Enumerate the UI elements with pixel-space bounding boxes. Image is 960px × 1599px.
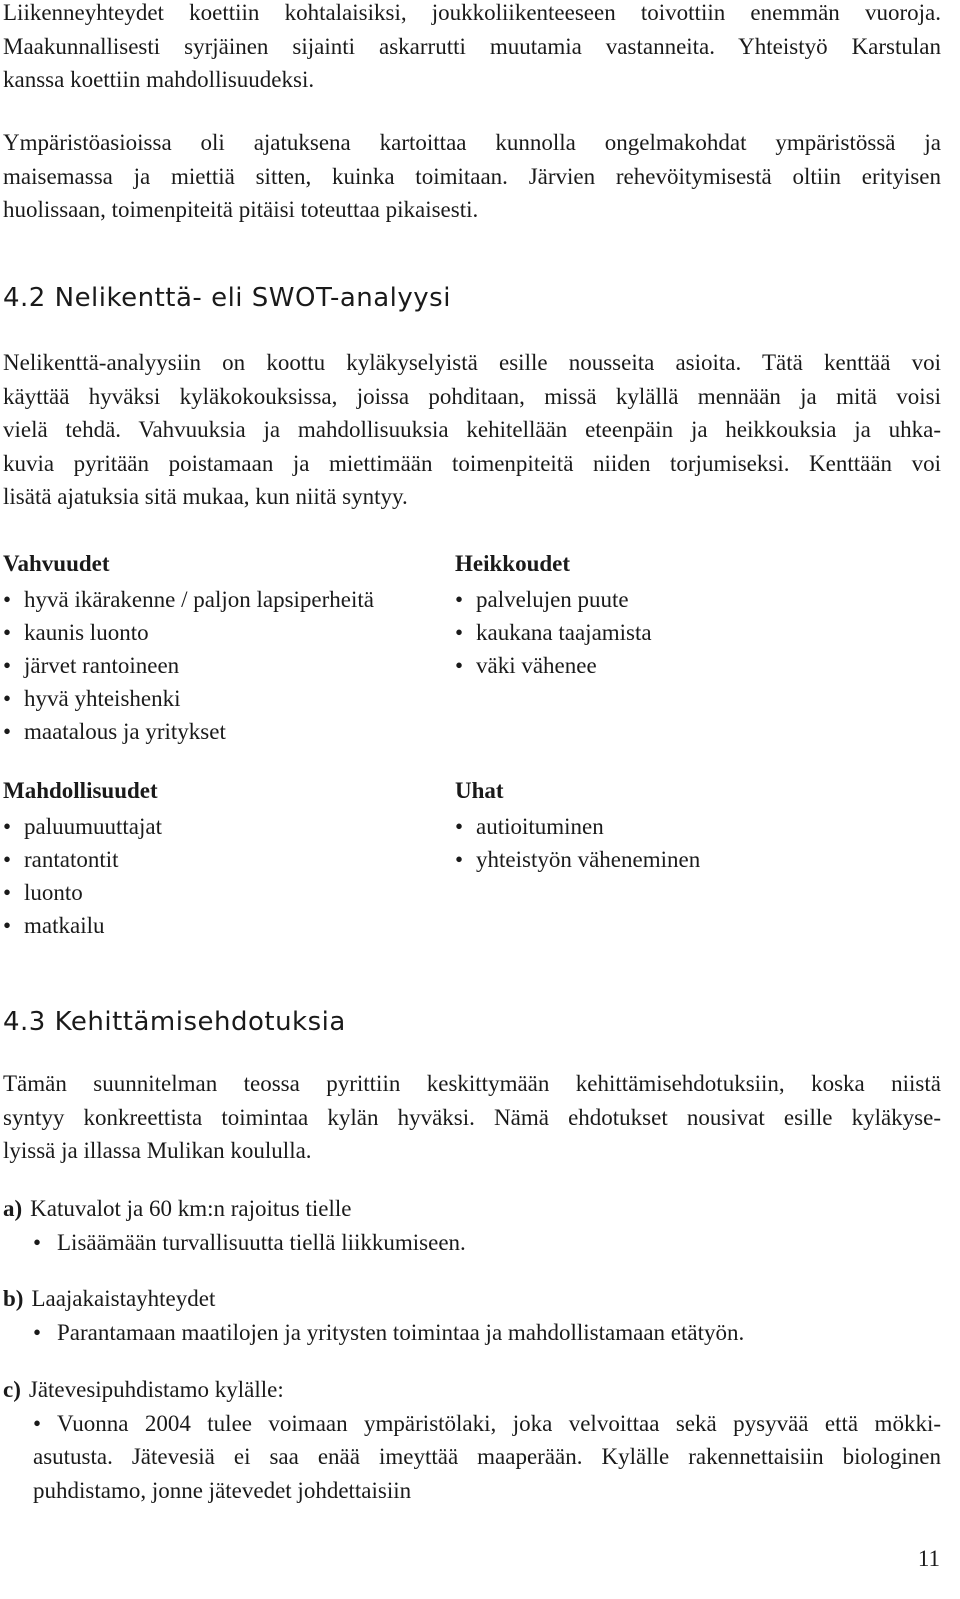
- swot-opportunities: [3, 776, 443, 942]
- proposal-a: [3, 1192, 941, 1259]
- proposal-heading: [3, 1282, 941, 1316]
- proposal-detail: [33, 1407, 941, 1508]
- text-line: vielä tehdä. Vahvuuksia ja mahdollisuuksia kehitellään eteenpäin ja heikkouksia ja uhka-: [3, 417, 941, 442]
- list-item: [455, 810, 895, 843]
- list-item: [455, 616, 895, 649]
- list-item-text: kaunis luonto: [24, 620, 149, 645]
- list-item: [3, 909, 443, 942]
- intro-paragraph-2: [3, 126, 941, 227]
- text-line: kuvia pyritään poistamaan ja miettimään toimenpiteitä niiden torjumiseksi. Kenttään voi: [3, 450, 941, 476]
- proposal-label: a): [3, 1196, 23, 1221]
- list-item-text: palvelujen puute: [476, 587, 629, 612]
- text-line: maisemassa ja miettiä sitten, kuinka toimitaan. Järvien rehevöitymisestä oltiin erityisen: [3, 163, 941, 189]
- swot-opportunities-title: Mahdollisuudet: [3, 778, 158, 803]
- list-item-text: autioituminen: [476, 814, 604, 839]
- text-line: asutusta. Jätevesiä ei saa enää imeyttää maaperään. Kylälle rakennettaisiin biologinen: [33, 1444, 941, 1469]
- text-line: Parantamaan maatilojen ja yritysten toimintaa ja mahdollistamaan etätyön.: [57, 1319, 745, 1345]
- development-intro-paragraph: [3, 1067, 941, 1168]
- proposal-label: b): [3, 1286, 24, 1311]
- page-number: 11: [917, 1546, 940, 1571]
- swot-strengths-title: Vahvuudet: [3, 551, 110, 576]
- proposal-detail: [33, 1316, 941, 1350]
- bullet-icon: •: [3, 880, 12, 905]
- bullet-icon: •: [455, 814, 464, 839]
- list-item: [3, 583, 443, 616]
- text-line: Maakunnallisesti syrjäinen sijainti askarrutti muutamia vastanneita. Yhteistyö Karstulan: [3, 33, 941, 59]
- list-item: [3, 682, 443, 715]
- proposal-heading: [3, 1192, 941, 1226]
- proposal-b: [3, 1282, 941, 1349]
- list-item-text: järvet rantoineen: [24, 653, 180, 678]
- bullet-icon: •: [3, 587, 12, 612]
- text-line: Ympäristöasioissa oli ajatuksena kartoittaa kunnolla ongelmakohdat ympäristössä ja: [3, 130, 941, 155]
- text-line: kanssa koettiin mahdollisuudeksi.: [3, 67, 315, 92]
- list-item: [3, 616, 443, 649]
- text-line: Tämän suunnitelman teossa pyrittiin keskittymään kehittämisehdotuksiin, koska niistä: [3, 1071, 941, 1096]
- bullet-icon: •: [455, 620, 464, 645]
- list-item: [3, 843, 443, 876]
- list-item-text: luonto: [24, 880, 83, 905]
- bullet-icon: •: [3, 847, 12, 872]
- list-item: [3, 715, 443, 748]
- text-line: käyttää hyväksi kyläkokouksissa, joissa pohditaan, missä kylällä mennään ja mitä voisi: [3, 383, 941, 409]
- list-item: [455, 843, 895, 876]
- bullet-icon: •: [33, 1229, 42, 1255]
- list-item: [3, 876, 443, 909]
- proposal-detail: [33, 1226, 941, 1260]
- list-item-text: hyvä ikärakenne / paljon lapsiperheitä: [24, 587, 374, 612]
- bullet-icon: •: [3, 620, 12, 645]
- section-heading-4-3: 4.3 Kehittämisehdotuksia: [3, 1007, 346, 1037]
- list-item-text: rantatontit: [24, 847, 119, 872]
- text-line: Lisäämään turvallisuutta tiellä liikkumiseen.: [57, 1229, 466, 1255]
- section-heading-4-2: 4.2 Nelikenttä- eli SWOT-analyysi: [3, 283, 451, 313]
- list-item-text: hyvä yhteishenki: [24, 686, 181, 711]
- text-line: huolissaan, toimenpiteitä pitäisi toteuttaa pikaisesti.: [3, 197, 479, 222]
- bullet-icon: •: [3, 913, 12, 938]
- swot-weaknesses: [455, 549, 895, 682]
- proposal-c: [3, 1373, 941, 1507]
- text-line: Vuonna 2004 tulee voimaan ympäristölaki, joka velvoittaa sekä pysyvää että mökki-: [57, 1410, 941, 1436]
- text-line: Nelikenttä-analyysiin on koottu kyläkyselyistä esille nousseita asioita. Tätä kenttää voi: [3, 350, 941, 375]
- list-item-text: väki vähenee: [476, 653, 597, 678]
- text-line: puhdistamo, jonne jätevedet johdettaisiin: [33, 1477, 412, 1503]
- bullet-icon: •: [455, 653, 464, 678]
- list-item-text: yhteistyön väheneminen: [476, 847, 701, 872]
- list-item-text: paluumuuttajat: [24, 814, 162, 839]
- proposal-heading: [3, 1373, 941, 1407]
- intro-paragraph-1: [3, 0, 941, 97]
- list-item: [455, 649, 895, 682]
- proposal-title: Laajakaistayhteydet: [31, 1286, 216, 1311]
- list-item: [3, 649, 443, 682]
- swot-intro-paragraph: [3, 346, 941, 514]
- bullet-icon: •: [3, 653, 12, 678]
- bullet-icon: •: [33, 1319, 42, 1345]
- list-item-text: maatalous ja yritykset: [24, 719, 226, 744]
- bullet-icon: •: [3, 814, 12, 839]
- list-item-text: matkailu: [24, 913, 105, 938]
- list-item: [455, 583, 895, 616]
- text-line: Liikenneyhteydet koettiin kohtalaisiksi, joukkoliikenteeseen toivottiin enemmän vuoroja.: [3, 0, 941, 25]
- list-item-text: kaukana taajamista: [476, 620, 652, 645]
- text-line: syntyy konkreettista toimintaa kylän hyväksi. Nämä ehdotukset nousivat esille kyläkyse-: [3, 1104, 941, 1130]
- bullet-icon: •: [3, 686, 12, 711]
- bullet-icon: •: [33, 1410, 42, 1436]
- swot-threats-list: [455, 810, 895, 876]
- proposal-title: Katuvalot ja 60 km:n rajoitus tielle: [30, 1196, 352, 1221]
- proposal-label: c): [3, 1377, 21, 1402]
- swot-strengths-list: [3, 583, 443, 748]
- swot-weaknesses-title: Heikkoudet: [455, 551, 571, 576]
- bullet-icon: •: [455, 587, 464, 612]
- text-line: lisätä ajatuksia sitä mukaa, kun niitä syntyy.: [3, 484, 408, 509]
- bullet-icon: •: [455, 847, 464, 872]
- swot-threats: [455, 776, 895, 876]
- swot-opportunities-list: [3, 810, 443, 942]
- swot-weaknesses-list: [455, 583, 895, 682]
- swot-threats-title: Uhat: [455, 778, 504, 803]
- swot-strengths: [3, 549, 443, 748]
- bullet-icon: •: [3, 719, 12, 744]
- proposal-title: Jätevesipuhdistamo kylälle:: [28, 1377, 284, 1402]
- text-line: lyissä ja illassa Mulikan koululla.: [3, 1138, 312, 1163]
- list-item: [3, 810, 443, 843]
